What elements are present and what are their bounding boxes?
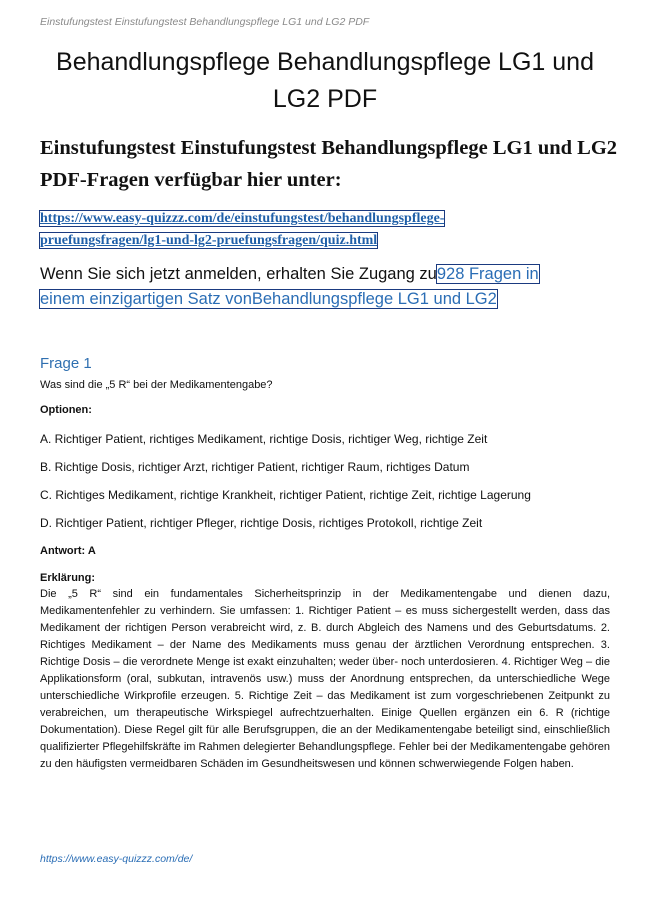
question-text: Was sind die „5 R“ bei der Medikamentengabe? (40, 379, 273, 391)
option-c: C. Richtiges Medikament, richtige Krankheit, richtiger Patient, richtige Zeit, richtige Lagerung (40, 488, 531, 502)
answer: Antwort: A (40, 545, 96, 557)
explanation-heading: Erklärung: (40, 572, 96, 584)
document-subtitle: Einstufungstest Einstufungstest Behandlungspflege LG1 und LG2 PDF-Fragen verfügbar hier unter: (40, 137, 618, 191)
options-heading: Optionen: (40, 404, 92, 416)
promo-prefix: Wenn Sie sich jetzt anmelden, erhalten Sie Zugang zu (40, 265, 437, 283)
document-title: Behandlungspflege Behandlungspflege LG1 und LG2 PDF (56, 48, 594, 113)
quiz-link-line-1[interactable]: https://www.easy-quizzz.com/de/einstufungstest/behandlungspflege- (40, 211, 445, 226)
quiz-link[interactable] (40, 208, 600, 252)
question-label: Frage 1 (40, 355, 92, 372)
promo-link-line-1[interactable]: 928 Fragen in (436, 265, 539, 283)
promo-text (40, 262, 610, 312)
promo-link-line-2[interactable]: einem einzigartigen Satz vonBehandlungspflege LG1 und LG2 (40, 290, 497, 308)
option-d: D. Richtiger Patient, richtiger Pfleger, richtige Dosis, richtiges Protokoll, richtige Zeit (40, 516, 483, 530)
running-header: Einstufungstest Einstufungstest Behandlungspflege LG1 und LG2 PDF (40, 16, 370, 28)
quiz-link-line-2[interactable]: pruefungsfragen/lg1-und-lg2-pruefungsfragen/quiz.html (40, 233, 378, 248)
footer-url[interactable]: https://www.easy-quizzz.com/de/ (40, 853, 193, 865)
option-a: A. Richtiger Patient, richtiges Medikament, richtige Dosis, richtiger Weg, richtige Zeit (40, 432, 488, 446)
explanation-text: Die „5 R“ sind ein fundamentales Sicherheitsprinzip in der Medikamentengabe und dienen dazu, Medikamentenfehler zu verhindern. Sie umfassen: 1. Richtiger Patient – es muss sichergestellt werden, dass das Medikament der richtigen Person verabreicht wird, z. B. durch Abgleich des Namens und des Geburtsdatums. 2. Richtiges Medikament – der Name des Medikaments muss genau der ärztlichen Verordnung entsprechen. 3. Richtige Dosis – die verordnete Menge ist exakt einzuhalten; weder über- noch unterdosieren. 4. Richtiger Weg – die Applikationsform (oral, subkutan, intravenös usw.) muss der Anordnung entsprechen, da unterschiedliche Wege unterschiedliche Wirkprofile erzeugen. 5. Richtige Zeit – das Medikament ist zum vorgeschriebenen Zeitpunkt zu verabreichen, um therapeutische Wirkspiegel aufrechtzuerhalten. Einige Quellen ergänzen ein 6. R (richtige Dokumentation). Diese Regel gilt für alle Berufsgruppen, die an der Medikamentengabe beteiligt sind, einschließlich qualifizierter Pflegehilfskräfte im Rahmen delegierter Behandlungspflege. Fehler bei der Medikamentengabe gehören zu den häufigsten vermeidbaren Schäden im Gesundheitswesen und können schwerwiegende Folgen haben. (40, 588, 610, 770)
option-b: B. Richtige Dosis, richtiger Arzt, richtiger Patient, richtiger Raum, richtiges Datum (40, 460, 470, 474)
